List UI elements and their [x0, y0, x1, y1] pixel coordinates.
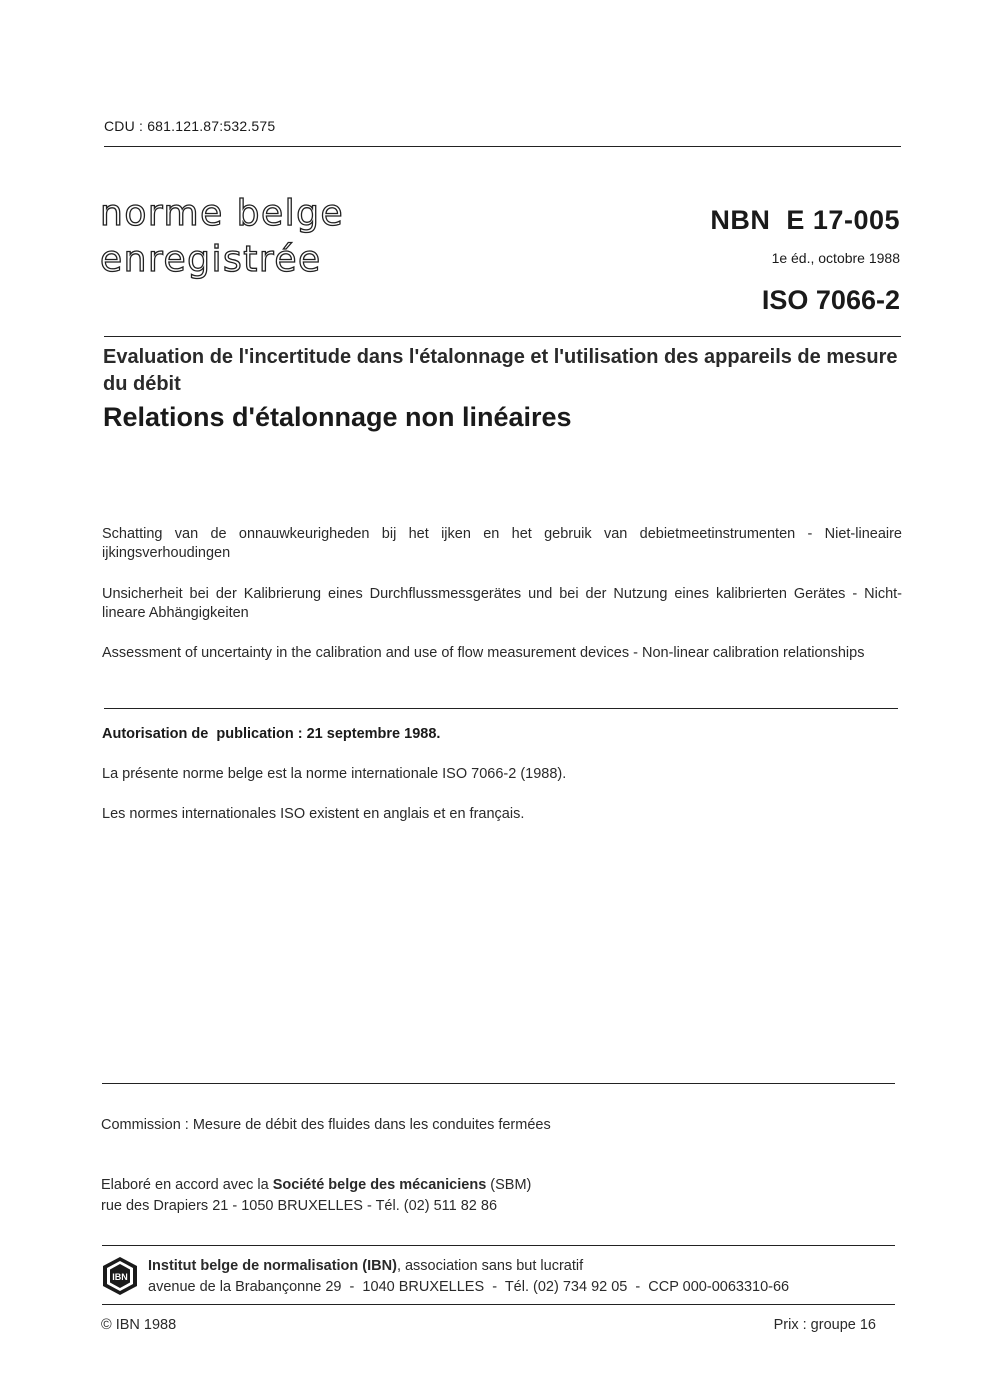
- enregistree-label: enregistrée: [100, 239, 322, 280]
- elaboration-line: [101, 1175, 531, 1195]
- copyright: © IBN 1988: [101, 1317, 177, 1333]
- german-title: Unsicherheit bei der Kalibrierung eines Durchflussmessgerätes und bei der Nutzung eines kalibrierten Gerätes - Nicht-lineare Abhängigkeiten: [102, 586, 902, 621]
- top-rule: [104, 146, 901, 147]
- ibn-logo: [102, 1256, 138, 1296]
- french-subtitle: Evaluation de l'incertitude dans l'étalonnage et l'utilisation des appareils de mesure du débit: [103, 346, 898, 395]
- french-main-title: Relations d'étalonnage non linéaires: [103, 402, 572, 432]
- sbm-address: rue des Drapiers 21 - 1050 BRUXELLES - Tél. (02) 511 82 86: [101, 1198, 498, 1214]
- title-rule: [104, 336, 901, 337]
- ibn-logo-text: IBN: [112, 1272, 128, 1282]
- iso-number: ISO 7066-2: [761, 285, 900, 315]
- commission: Commission : Mesure de débit des fluides dans les conduites fermées: [101, 1117, 551, 1133]
- footer-rule-2: [102, 1245, 895, 1246]
- ibn-line: [148, 1256, 583, 1276]
- ibn-description: , association sans but lucratif: [396, 1258, 584, 1274]
- cdu-code: CDU : 681.121.87:532.575: [104, 118, 276, 134]
- middle-rule: [104, 708, 898, 709]
- sbm-abbrev: (SBM): [486, 1177, 532, 1193]
- language-note: Les normes internationales ISO existent en anglais et en français.: [102, 806, 525, 822]
- authorization-date: Autorisation de publication : 21 septembre 1988.: [102, 726, 441, 742]
- price-group: Prix : groupe 16: [773, 1317, 876, 1333]
- standard-number: NBN E 17-005: [710, 205, 900, 235]
- national-standard-note: La présente norme belge est la norme internationale ISO 7066-2 (1988).: [102, 766, 567, 782]
- english-title: Assessment of uncertainty in the calibration and use of flow measurement devices - Non-linear calibration relationships: [102, 645, 865, 661]
- norme-belge-label: norme belge: [100, 193, 345, 234]
- edition-date: 1e éd., octobre 1988: [771, 250, 900, 266]
- footer-rule-3: [102, 1304, 895, 1305]
- elaboration-prefix: Elaboré en accord avec la: [101, 1177, 273, 1193]
- ibn-name: Institut belge de normalisation (IBN): [148, 1258, 397, 1274]
- footer-rule-1: [102, 1083, 895, 1084]
- sbm-name: Société belge des mécaniciens: [272, 1177, 487, 1193]
- ibn-address: avenue de la Brabançonne 29 - 1040 BRUXELLES - Tél. (02) 734 92 05 - CCP 000-0063310-66: [148, 1279, 790, 1295]
- dutch-title: Schatting van de onnauwkeurigheden bij het ijken en het gebruik van debietmeetinstrumenten - Niet-lineaire ijkingsverhoudingen: [102, 526, 902, 561]
